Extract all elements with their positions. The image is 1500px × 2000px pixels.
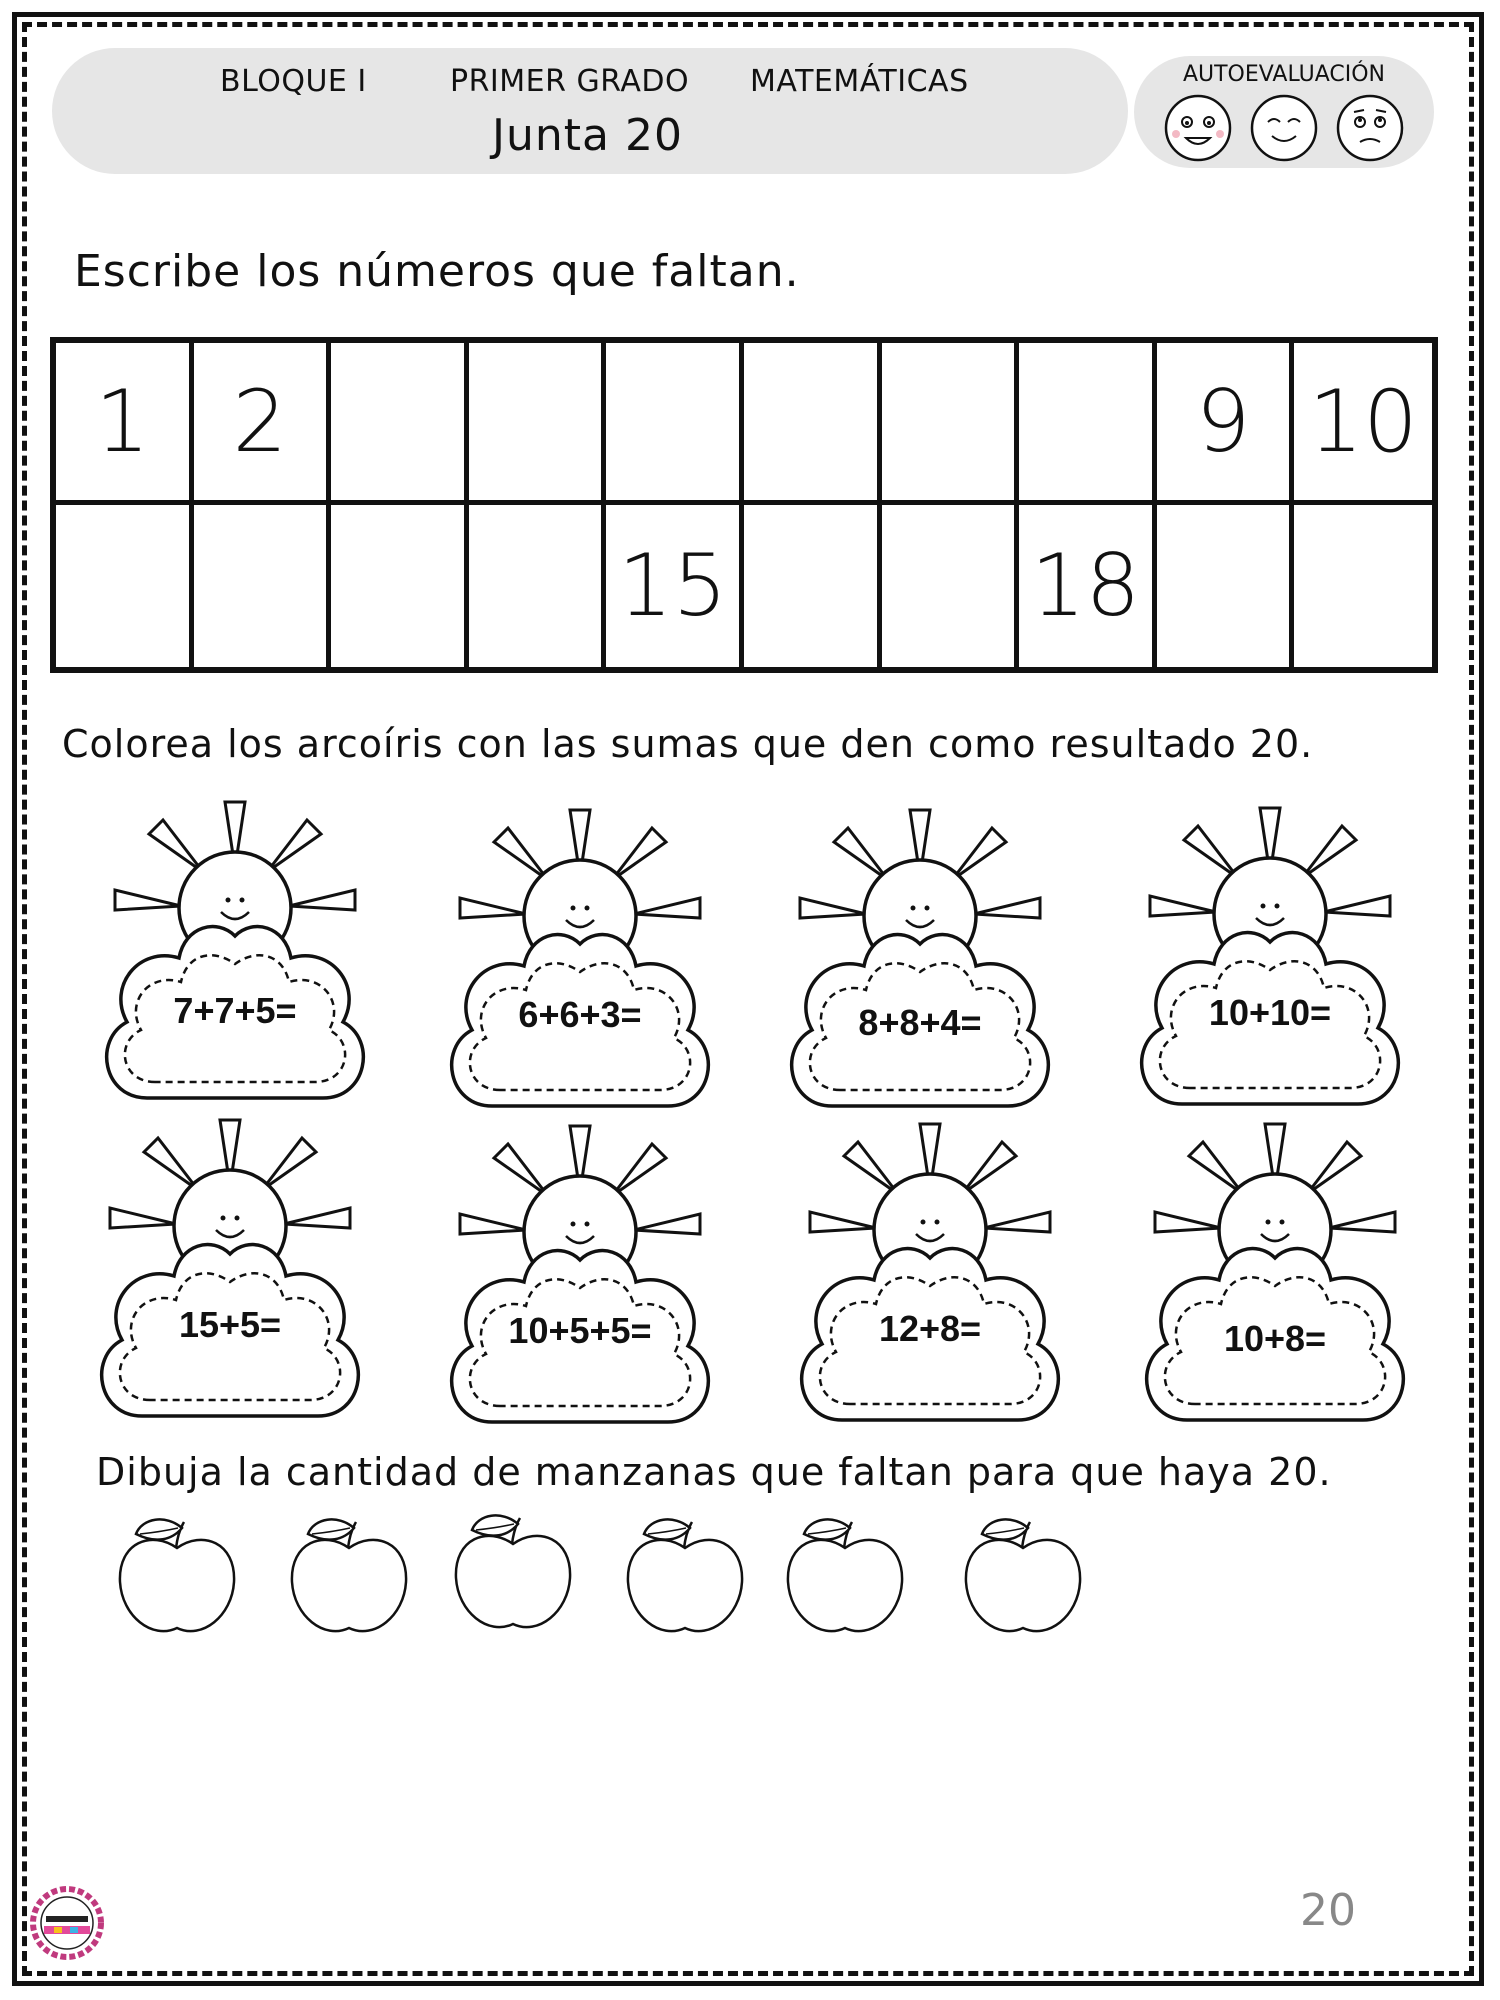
self-assessment-label: AUTOEVALUACIÓN: [1182, 62, 1386, 87]
sun-cloud-icon: [80, 1108, 380, 1428]
self-assessment-panel: [1134, 56, 1434, 168]
sum-label: 10+5+5=: [508, 1310, 652, 1351]
block-label: BLOQUE I: [220, 64, 367, 99]
sun-cloud-icon: [1125, 1112, 1425, 1432]
sum-label: 10+10=: [1208, 992, 1332, 1033]
grid-cell-blank[interactable]: [194, 505, 332, 667]
content-face-icon[interactable]: [1252, 96, 1316, 160]
grid-cell-blank[interactable]: [1019, 343, 1157, 505]
worksheet-title: Junta 20: [492, 110, 683, 161]
sum-label: 10+8=: [1223, 1318, 1327, 1359]
grid-cell-blank[interactable]: [744, 505, 882, 667]
grid-cell: 10: [1294, 343, 1432, 505]
tu-aula-favorita-logo: [30, 1886, 104, 1960]
grid-cell-blank[interactable]: [331, 343, 469, 505]
grid-cell-blank[interactable]: [56, 505, 194, 667]
number-grid: [50, 337, 1438, 673]
grid-cell-blank[interactable]: [744, 343, 882, 505]
sun-cloud-icon: [430, 1114, 730, 1434]
sun-cloud-icon: [770, 798, 1070, 1118]
page-number: 20: [1300, 1885, 1356, 1936]
sun-cloud-icon: [1120, 796, 1420, 1116]
rainbow-sum-card[interactable]: [780, 1112, 1080, 1432]
sum-label: 6+6+3=: [518, 994, 642, 1035]
grid-cell-blank[interactable]: [606, 343, 744, 505]
instruction-missing-numbers: Escribe los números que faltan.: [74, 246, 800, 297]
subject-label: MATEMÁTICAS: [750, 64, 969, 99]
grid-cell-blank[interactable]: [331, 505, 469, 667]
apple-icon: [284, 1512, 414, 1642]
grade-label: PRIMER GRADO: [450, 64, 690, 99]
rainbow-sum-card[interactable]: [85, 790, 385, 1110]
sum-label: 8+8+4=: [858, 1002, 982, 1043]
grid-cell-blank[interactable]: [1294, 505, 1432, 667]
grid-cell-blank[interactable]: [882, 343, 1020, 505]
sun-cloud-icon: [85, 790, 385, 1110]
grid-cell-blank[interactable]: [469, 343, 607, 505]
grid-cell-blank[interactable]: [1157, 505, 1295, 667]
apple-icon: [112, 1512, 242, 1642]
rainbow-sum-card[interactable]: [1125, 1112, 1425, 1432]
grid-cell: 9: [1157, 343, 1295, 505]
apple-icon: [958, 1512, 1088, 1642]
sum-label: 15+5=: [178, 1304, 282, 1345]
grid-cell: 18: [1019, 505, 1157, 667]
sum-label: 7+7+5=: [173, 990, 297, 1031]
sum-label: 12+8=: [878, 1308, 982, 1349]
rainbow-sum-card[interactable]: [430, 798, 730, 1118]
grid-cell: 15: [606, 505, 744, 667]
apple-icon: [780, 1512, 910, 1642]
grid-cell-blank[interactable]: [469, 505, 607, 667]
happy-face-icon[interactable]: [1166, 96, 1230, 160]
worried-face-icon[interactable]: [1338, 96, 1402, 160]
rainbow-sum-card[interactable]: [1120, 796, 1420, 1116]
header-banner: [52, 48, 1128, 174]
grid-cell: 1: [56, 343, 194, 505]
apple-icon: [448, 1508, 578, 1638]
instruction-color-rainbows: Colorea los arcoíris con las sumas que den como resultado 20.: [62, 722, 1314, 766]
grid-cell: 2: [194, 343, 332, 505]
sun-cloud-icon: [430, 798, 730, 1118]
rainbow-sum-card[interactable]: [430, 1114, 730, 1434]
apple-icon: [620, 1512, 750, 1642]
grid-cell-blank[interactable]: [882, 505, 1020, 667]
rainbow-sum-card[interactable]: [770, 798, 1070, 1118]
self-assessment-faces: [1134, 56, 1434, 168]
sun-cloud-icon: [780, 1112, 1080, 1432]
rainbow-sum-card[interactable]: [80, 1108, 380, 1428]
instruction-draw-apples: Dibuja la cantidad de manzanas que faltan para que haya 20.: [96, 1450, 1332, 1494]
